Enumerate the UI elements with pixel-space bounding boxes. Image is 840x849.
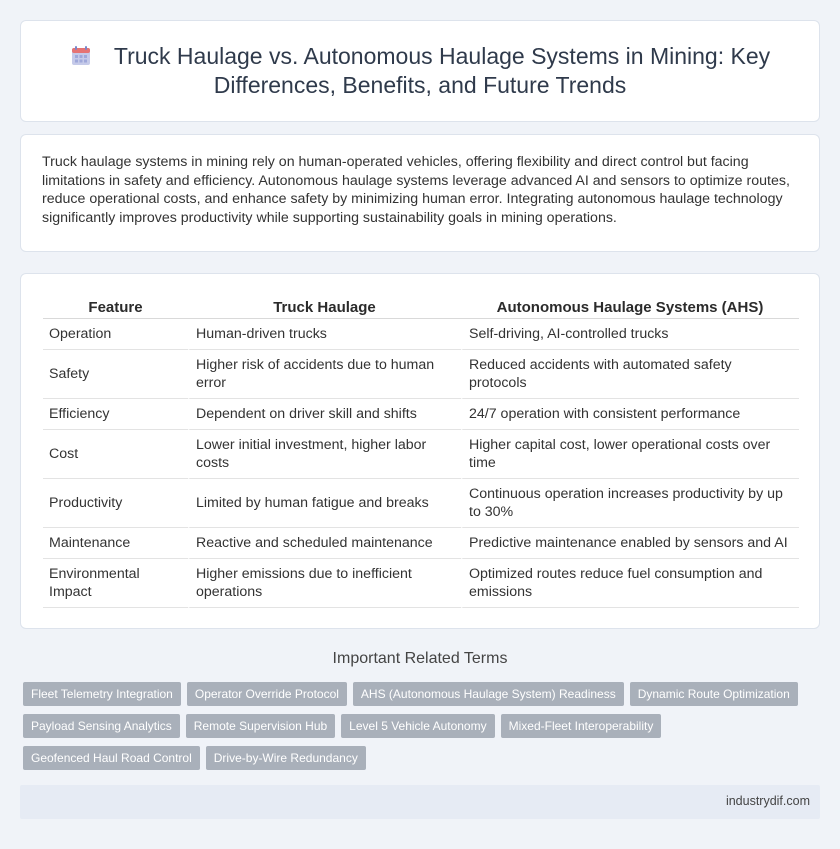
footer	[20, 785, 820, 819]
header-feature: Feature	[43, 294, 188, 319]
related-terms-list	[23, 682, 803, 770]
page-title	[51, 42, 789, 100]
related-term-tag[interactable]: Mixed-Fleet Interoperability	[501, 714, 662, 738]
table-row	[43, 479, 799, 528]
ahs-cell: Reduced accidents with automated safety protocols	[461, 350, 799, 399]
related-term-tag[interactable]: Level 5 Vehicle Autonomy	[341, 714, 494, 738]
related-term-tag[interactable]: Drive-by-Wire Redundancy	[206, 746, 366, 770]
table-header-row	[43, 294, 799, 319]
related-term-tag[interactable]: Geofenced Haul Road Control	[23, 746, 200, 770]
footer-site-link[interactable]: industrydif.com	[725, 794, 810, 808]
ahs-cell: Continuous operation increases productivity by up to 30%	[461, 479, 799, 528]
feature-cell: Cost	[43, 430, 188, 479]
related-term-tag[interactable]: Operator Override Protocol	[187, 682, 347, 706]
ahs-cell: Predictive maintenance enabled by sensors and AI	[461, 528, 799, 559]
ahs-cell: Higher capital cost, lower operational costs over time	[461, 430, 799, 479]
truck-cell: Limited by human fatigue and breaks	[188, 479, 461, 528]
truck-cell: Higher emissions due to inefficient operations	[188, 559, 461, 608]
feature-cell: Safety	[43, 350, 188, 399]
table-row	[43, 399, 799, 430]
ahs-cell: Optimized routes reduce fuel consumption and emissions	[461, 559, 799, 608]
header-ahs: Autonomous Haulage Systems (AHS)	[461, 294, 799, 319]
truck-cell: Higher risk of accidents due to human error	[188, 350, 461, 399]
title-wrap	[21, 21, 819, 121]
feature-cell: Maintenance	[43, 528, 188, 559]
table-row	[43, 350, 799, 399]
truck-cell: Dependent on driver skill and shifts	[188, 399, 461, 430]
related-terms-title: Important Related Terms	[332, 650, 508, 667]
feature-cell: Productivity	[43, 479, 188, 528]
table-row	[43, 528, 799, 559]
table-row	[43, 559, 799, 608]
calendar-icon	[70, 45, 92, 67]
header-truck-haulage: Truck Haulage	[188, 294, 461, 319]
comparison-card	[20, 273, 820, 629]
feature-cell: Efficiency	[43, 399, 188, 430]
related-term-tag[interactable]: Fleet Telemetry Integration	[23, 682, 181, 706]
comparison-table	[43, 294, 799, 608]
table-row	[43, 319, 799, 350]
intro-card	[20, 134, 820, 252]
truck-cell: Reactive and scheduled maintenance	[188, 528, 461, 559]
related-term-tag[interactable]: Payload Sensing Analytics	[23, 714, 180, 738]
ahs-cell: 24/7 operation with consistent performance	[461, 399, 799, 430]
related-term-tag[interactable]: Remote Supervision Hub	[186, 714, 335, 738]
feature-cell: Environmental Impact	[43, 559, 188, 608]
feature-cell: Operation	[43, 319, 188, 350]
intro-paragraph: Truck haulage systems in mining rely on human-operated vehicles, offering flexibility and direct control but facing limitations in safety and efficiency. Autonomous haulage systems leverage advanced AI and sensors to optimize routes, reduce operational costs, and enhance safety by minimizing human error. Integrating autonomous haulage technology significantly improves productivity while supporting sustainability goals in mining operations.	[42, 154, 790, 226]
truck-cell: Lower initial investment, higher labor costs	[188, 430, 461, 479]
truck-cell: Human-driven trucks	[188, 319, 461, 350]
title-card	[20, 20, 820, 122]
ahs-cell: Self-driving, AI-controlled trucks	[461, 319, 799, 350]
table-row	[43, 430, 799, 479]
page-title-text: Truck Haulage vs. Autonomous Haulage Systems in Mining: Key Differences, Benefits, and Future Trends	[113, 43, 771, 98]
related-term-tag[interactable]: AHS (Autonomous Haulage System) Readiness	[353, 682, 624, 706]
related-term-tag[interactable]: Dynamic Route Optimization	[630, 682, 798, 706]
